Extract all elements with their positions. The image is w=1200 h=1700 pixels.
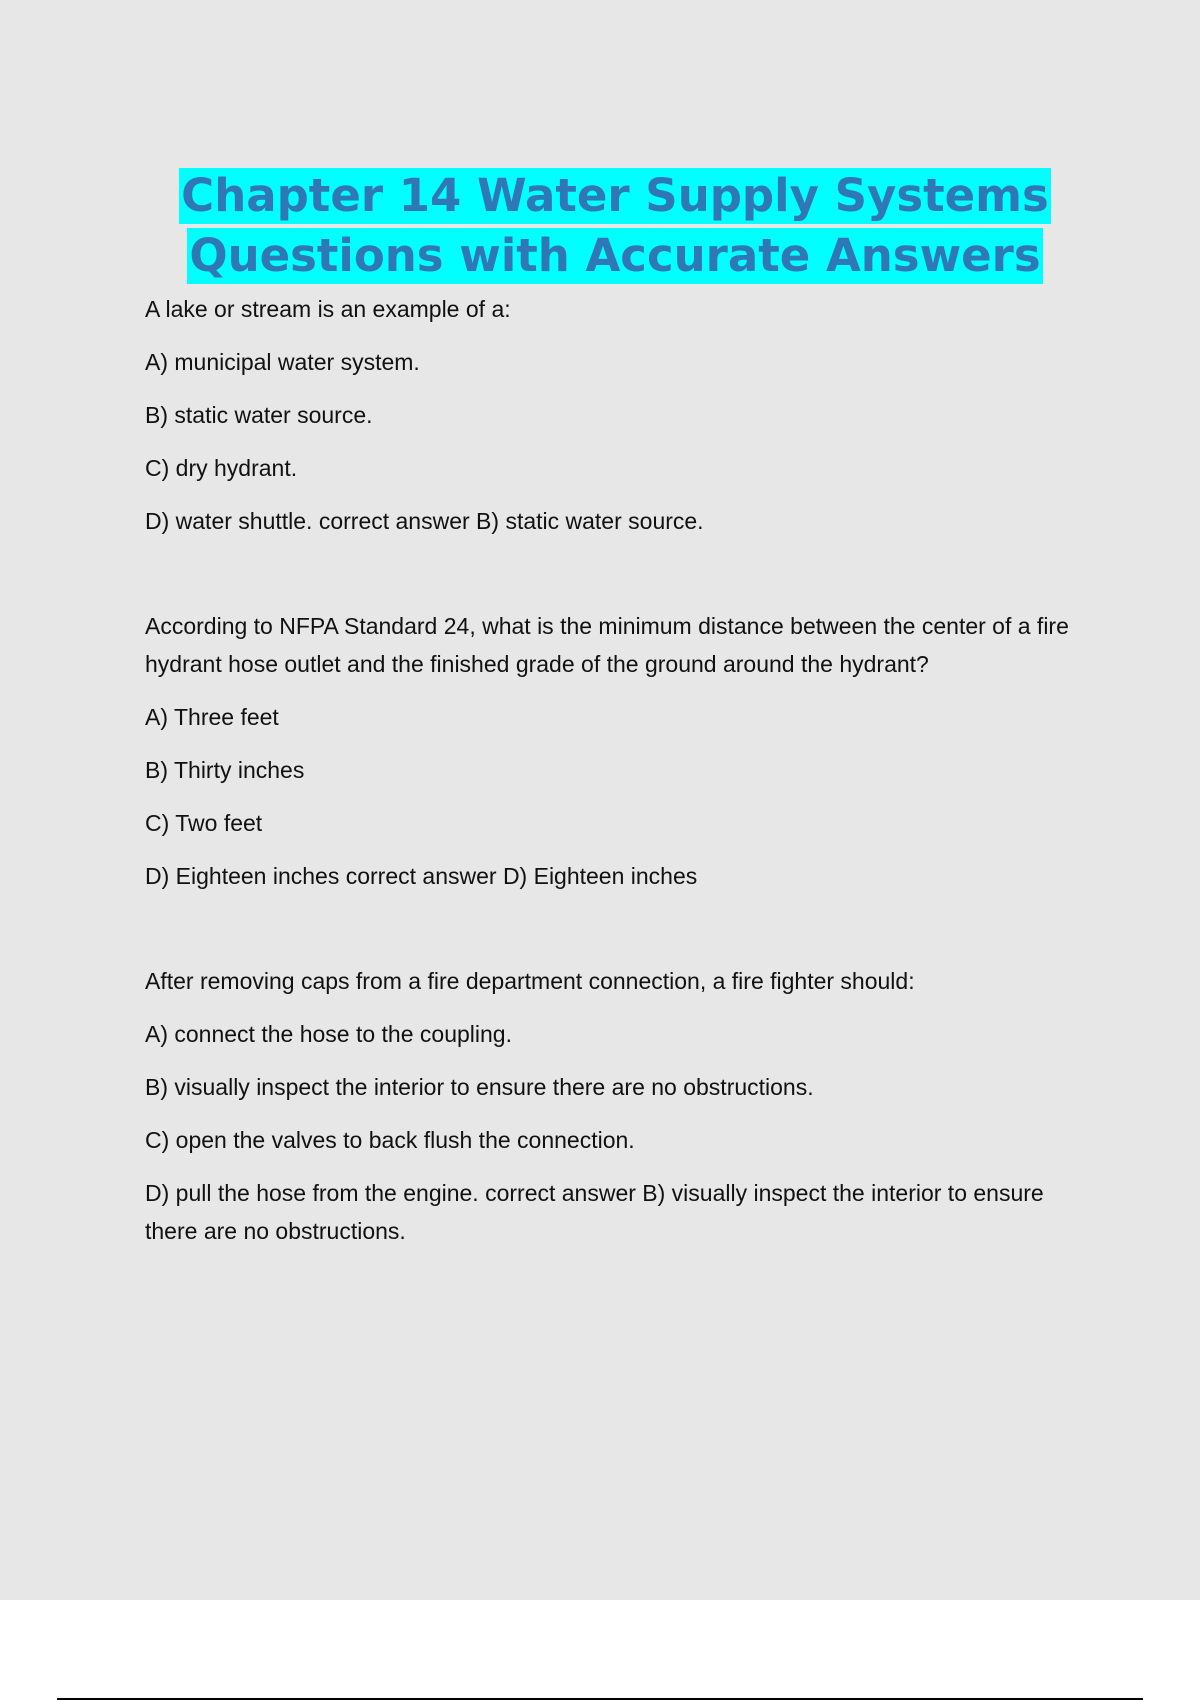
- answer-option-c: C) dry hydrant.: [145, 455, 298, 481]
- question-text: A lake or stream is an example of a:: [145, 296, 511, 322]
- question-block-2: [145, 607, 1085, 895]
- answer-option-b: B) Thirty inches: [145, 757, 305, 783]
- answer-option-a: A) Three feet: [145, 704, 279, 730]
- question-text: According to NFPA Standard 24, what is the minimum distance between the center of a fire hydrant hose outlet and the finished grade of the ground around the hydrant?: [145, 613, 1069, 677]
- answer-option-c: C) Two feet: [145, 810, 263, 836]
- answer-option-d: D) Eighteen inches correct answer D) Eighteen inches: [145, 863, 698, 889]
- title-line-1: Chapter 14 Water Supply Systems: [181, 169, 1049, 222]
- answer-option-d: D) water shuttle. correct answer B) static water source.: [145, 508, 704, 534]
- document-title: [0, 168, 1200, 284]
- answer-option-b: B) visually inspect the interior to ensure there are no obstructions.: [145, 1074, 814, 1100]
- question-text: After removing caps from a fire department connection, a fire fighter should:: [145, 968, 915, 994]
- answer-option-a: A) connect the hose to the coupling.: [145, 1021, 512, 1047]
- question-block-3: [145, 962, 1085, 1250]
- title-line-2: Questions with Accurate Answers: [189, 229, 1041, 282]
- answer-option-b: B) static water source.: [145, 402, 373, 428]
- question-block-1: [145, 290, 1085, 540]
- question-list: [145, 290, 1085, 1250]
- answer-option-c: C) open the valves to back flush the connection.: [145, 1127, 635, 1153]
- answer-option-d: D) pull the hose from the engine. correct answer B) visually inspect the interior to ensure there are no obstructions.: [145, 1180, 1044, 1244]
- answer-option-a: A) municipal water system.: [145, 349, 420, 375]
